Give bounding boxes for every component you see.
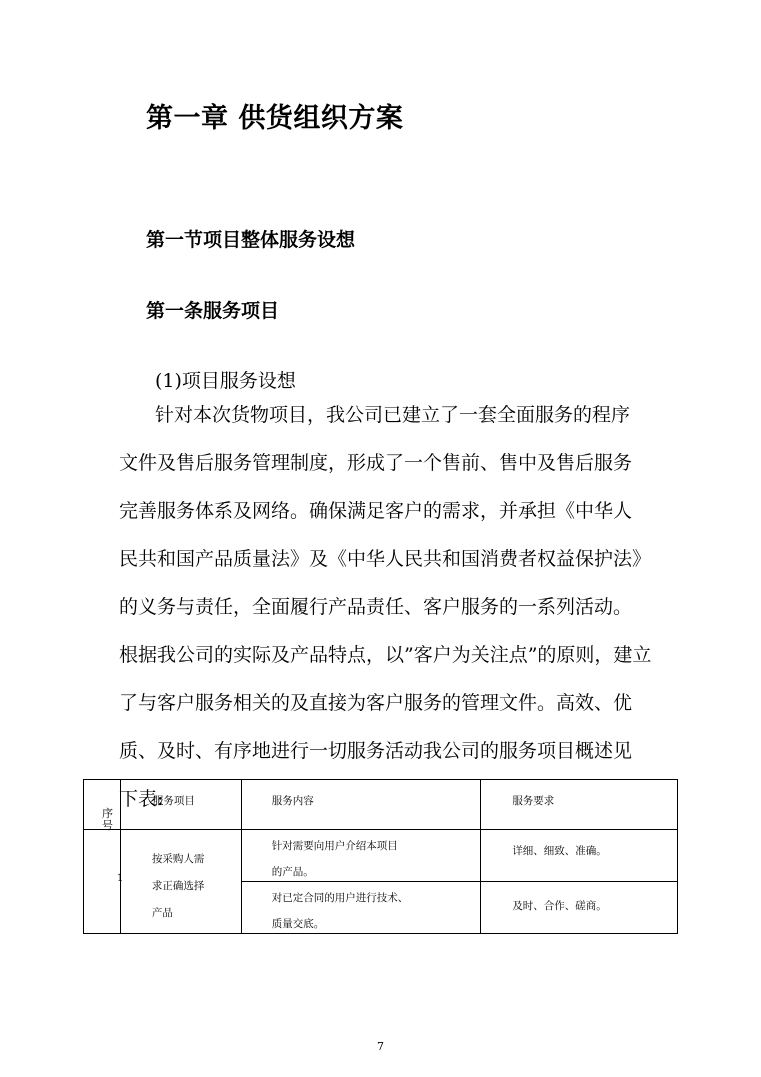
header-seq <box>84 780 121 830</box>
requirement-value: 及时、合作、磋商。 <box>512 900 607 912</box>
row-seq-value: 1 <box>117 873 124 884</box>
paragraph-line: 针对本次货物项目，我公司已建立了一套全面服务的程序 <box>155 404 631 426</box>
header-content <box>241 780 481 830</box>
row-requirement-1 <box>481 830 678 882</box>
page-number: 7 <box>377 1040 384 1053</box>
table-header-row <box>84 780 678 830</box>
paragraph-line: 完善服务体系及网络。确保满足客户的需求，并承担《中华人 <box>119 500 633 522</box>
content-line: 针对需要向用户介绍本项目 <box>271 840 398 852</box>
item-line: 产品 <box>151 907 173 919</box>
chapter-title: 第一章 供货组织方案 <box>146 103 404 134</box>
table-row <box>84 830 678 882</box>
content-line: 对已定合同的用户进行技术、 <box>271 892 409 904</box>
header-seq-label: 序号 <box>102 807 113 832</box>
service-table <box>83 779 678 934</box>
content-line: 的产品。 <box>271 866 314 878</box>
paragraph-line: 的义务与责任，全面履行产品责任、客户服务的一系列活动。 <box>119 596 633 618</box>
paragraph-line: 民共和国产品质量法》及《中华人民共和国消费者权益保护法》 <box>119 548 652 570</box>
header-content-label: 服务内容 <box>271 795 314 807</box>
paragraph-line: 根据我公司的实际及产品特点，以”客户为关注点”的原则，建立 <box>119 644 652 666</box>
header-item <box>120 780 241 830</box>
paragraph-line: 了与客户服务相关的及直接为客户服务的管理文件。高效、优 <box>119 692 633 714</box>
header-requirement <box>481 780 678 830</box>
subheading: (1)项目服务设想 <box>155 370 296 392</box>
row-item <box>120 830 241 934</box>
row-content-1 <box>241 830 481 882</box>
paragraph-line: 下表: <box>119 788 164 810</box>
header-requirement-label: 服务要求 <box>512 795 555 807</box>
item-line: 求正确选择 <box>151 880 205 892</box>
content-line: 质量交底。 <box>271 918 325 930</box>
row-content-2 <box>241 882 481 934</box>
requirement-value: 详细、细致、准确。 <box>512 845 607 857</box>
paragraph-line: 文件及售后服务管理制度，形成了一个售前、售中及售后服务 <box>119 452 633 474</box>
article-title: 第一条服务项目 <box>146 300 280 322</box>
item-line: 按采购人需 <box>151 853 205 865</box>
section-title: 第一节项目整体服务设想 <box>146 229 356 251</box>
row-requirement-2 <box>481 882 678 934</box>
header-item-label: 服务项目 <box>152 795 195 807</box>
row-seq <box>84 830 124 934</box>
paragraph-line: 质、及时、有序地进行一切服务活动我公司的服务项目概述见 <box>119 740 633 762</box>
